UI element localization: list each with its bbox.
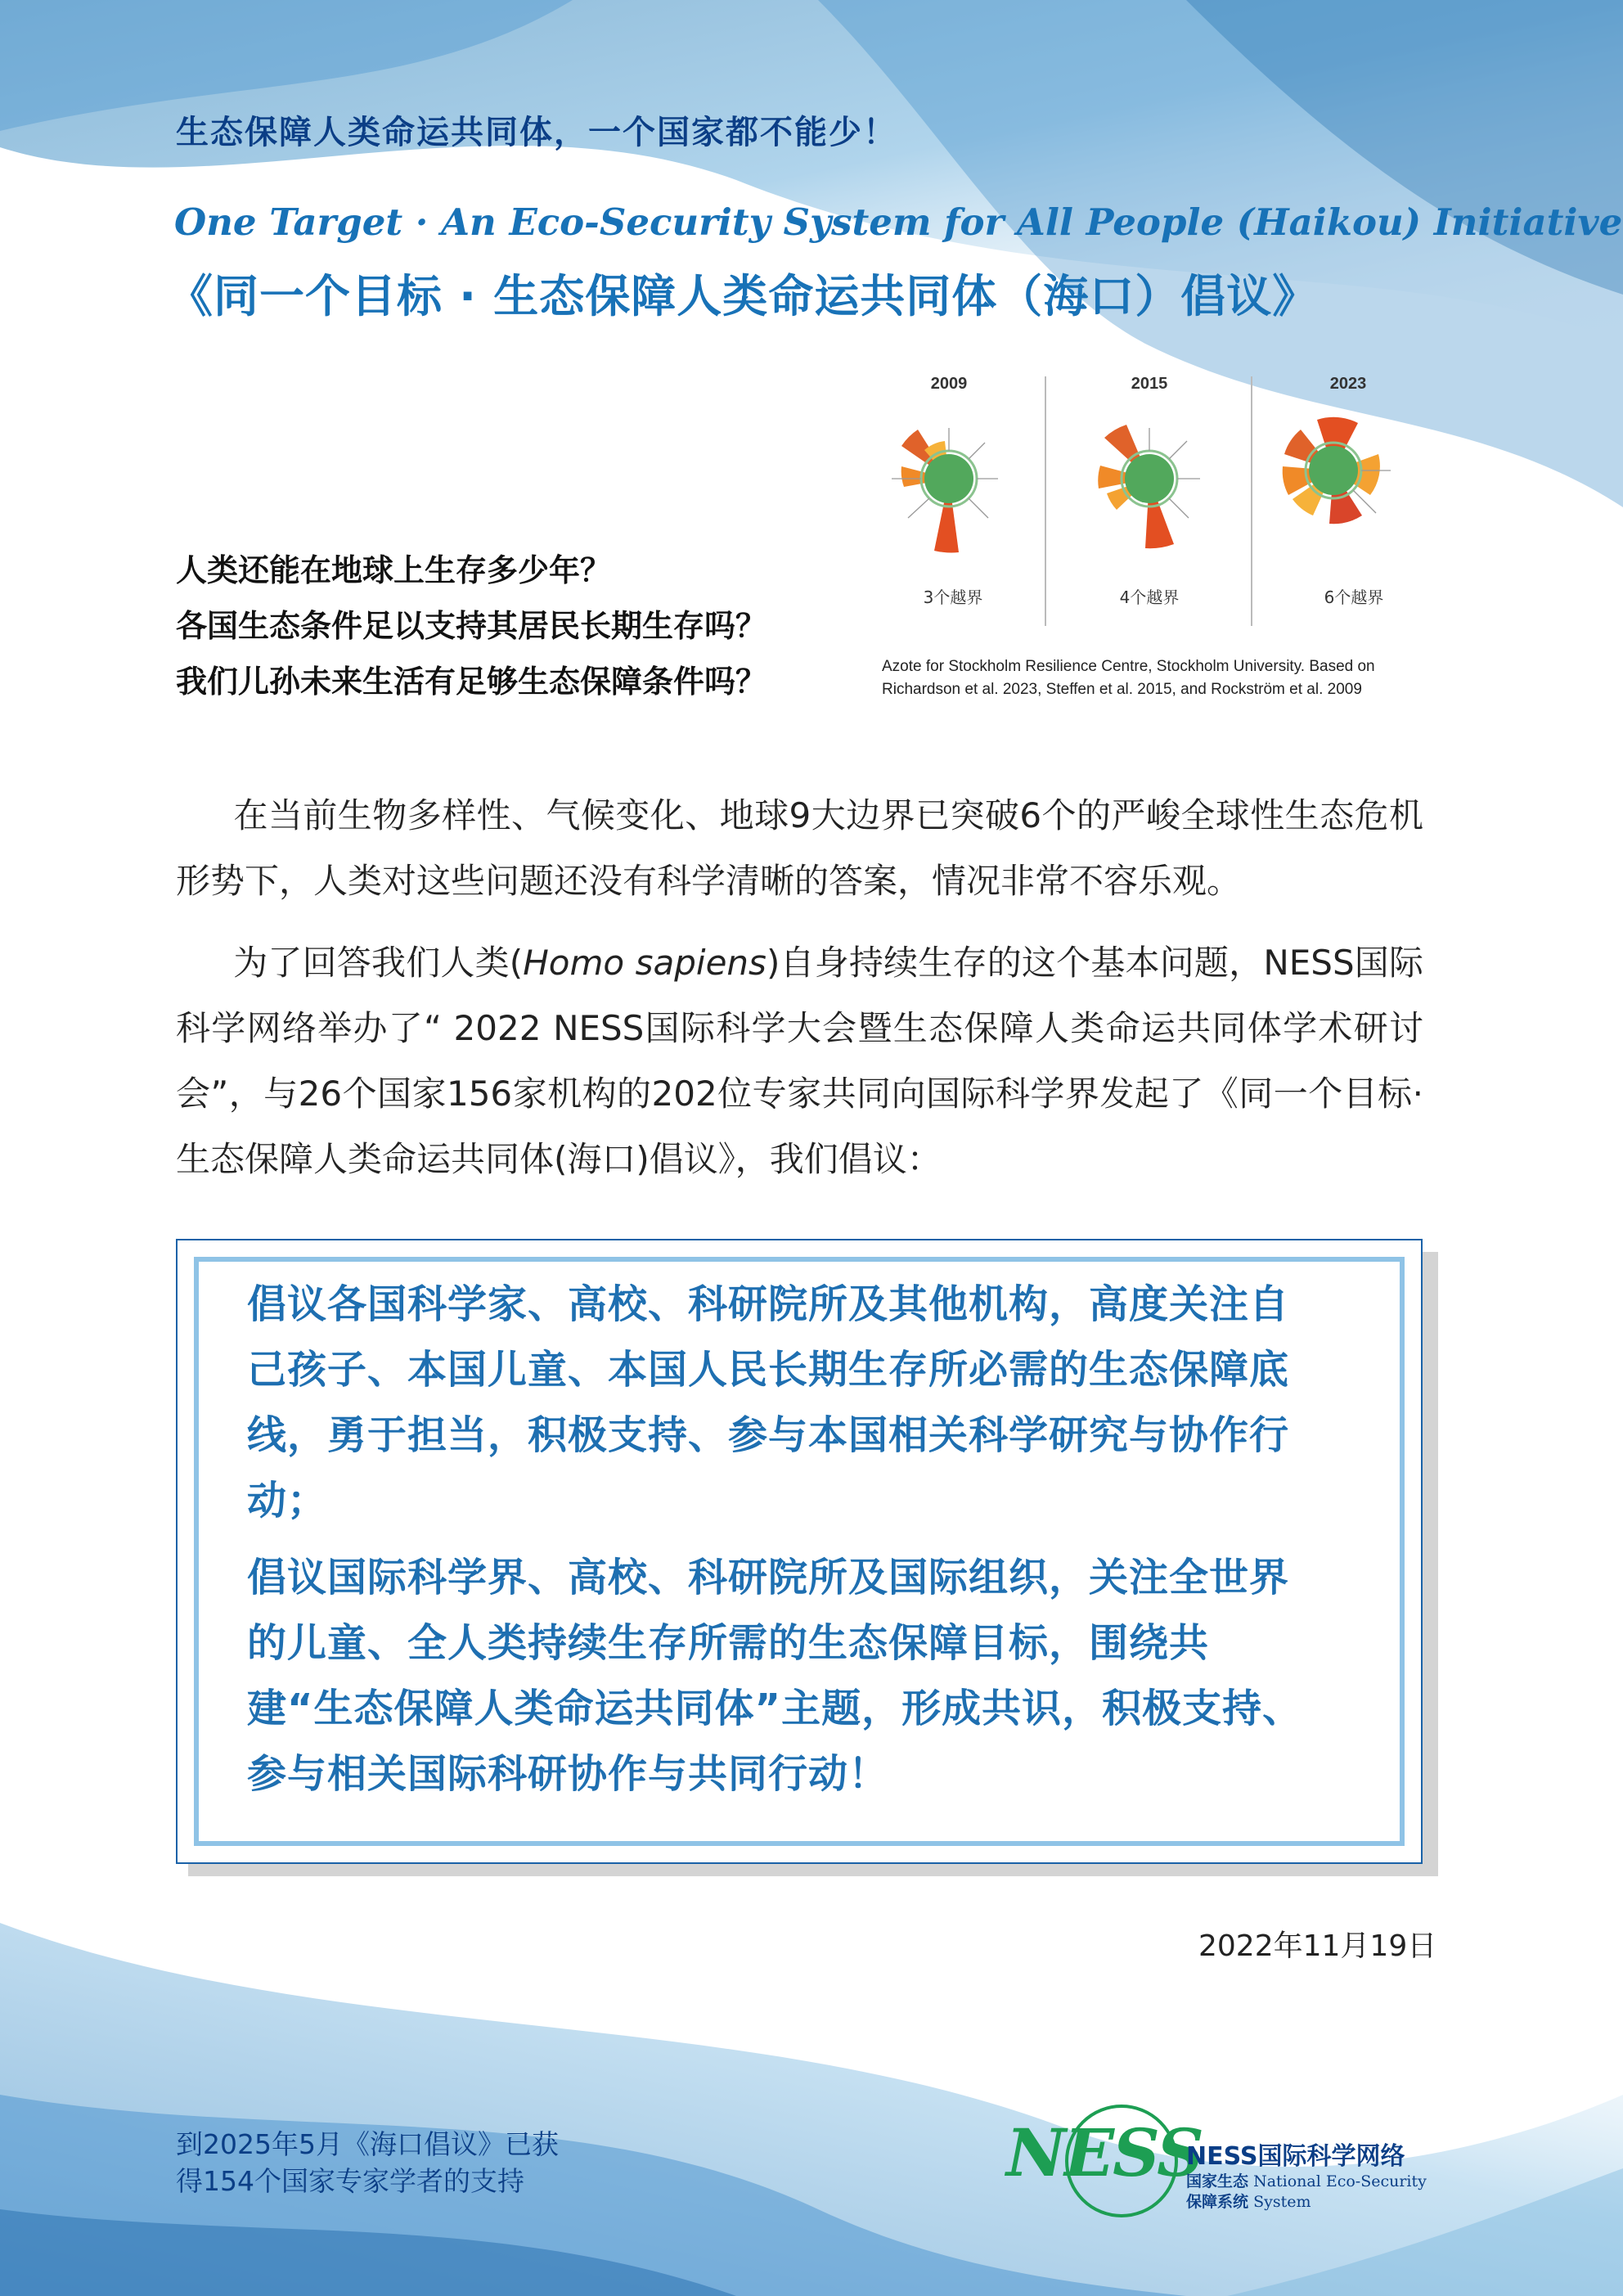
support-line-1: 到2025年5月《海口倡议》已获 (176, 2128, 559, 2160)
paragraph-2 (176, 930, 1423, 1192)
panel-2023-caption: 6个越界 (1324, 588, 1384, 607)
paragraph-2-text-a: 为了回答我们人类( (233, 943, 524, 983)
date: 2022年11月19日 (1198, 1929, 1437, 1963)
panel-2015-caption: 4个越界 (1119, 588, 1180, 607)
panel-2023-year: 2023 (1329, 375, 1367, 393)
logo-subtitle-1: 国家生态 National Eco-Security (1186, 2172, 1427, 2190)
initiative-item-2: 倡议国际科学界、高校、科研院所及国际组织，关注全世界的儿童、全人类持续生存所需的生态保障目标，围绕共建“生态保障人类命运共同体”主题，形成共识，积极支持、参与相关国际科研协作与共同行动！ (247, 1555, 1303, 1797)
paragraph-1-text: 在当前生物多样性、气候变化、地球9大边界已突破6个的严峻全球性生态危机形势下，人类对这些问题还没有科学清晰的答案，情况非常不容乐观。 (176, 795, 1423, 901)
support-line-2: 得154个国家专家学者的支持 (176, 2165, 524, 2197)
species-name: Homo sapiens (523, 943, 767, 983)
initiative-item-1: 倡议各国科学家、高校、科研院所及其他机构，高度关注自己孩子、本国儿童、本国人民长期生存所必需的生态保障底线，勇于担当，积极支持、参与本国相关科学研究与协作行动； (247, 1281, 1290, 1524)
logo-subtitle-2: 保障系统 System (1186, 2193, 1311, 2211)
boundaries-illustration (871, 372, 1427, 630)
figure-credit (882, 655, 1438, 701)
slogan: 生态保障人类命运共同体，一个国家都不能少！ (176, 114, 897, 151)
question-3: 我们儿孙未来生活有足够生态保障条件吗？ (176, 664, 767, 700)
panel-2009-year: 2009 (930, 375, 968, 393)
planetary-boundaries-figure (871, 372, 1427, 630)
title-english: One Target · An Eco-Security System for All People (Haikou) Initiative (174, 200, 1623, 244)
title-chinese: 《同一个目标 · 生态保障人类命运共同体（海口）倡议》 (168, 270, 1319, 322)
panel-2009 (892, 428, 998, 552)
question-1: 人类还能在地球上生存多少年？ (176, 552, 612, 588)
paragraph-1 (176, 783, 1423, 914)
paragraph-2-text-b: )自身持续生存的这个基本问题，NESS国际科学网络举办了“ 2022 NESS国际科学大会暨生态保障人类命运共同体学术研讨会”，与26个国家156家机构的202位专家共同向国际科学界发起了《同一个目标·生态保障人类命运共同体(海口)倡议》，我们倡议： (176, 943, 1424, 1179)
ness-logo (1006, 2096, 1432, 2227)
credit-line-1: Azote for Stockholm Resilience Centre, Stockholm University. Based on (882, 658, 1375, 675)
questions-block (176, 542, 767, 709)
logo-mark: NESS (1006, 2114, 1203, 2191)
initiative-box (176, 1239, 1423, 1864)
panel-2009-caption: 3个越界 (923, 588, 983, 607)
panel-2023 (1283, 417, 1391, 524)
credit-line-2: Richardson et al. 2023, Steffen et al. 2015, and Rockström et al. 2009 (882, 681, 1362, 698)
panel-2015 (1098, 425, 1200, 548)
question-2: 各国生态条件足以支持其居民长期生存吗？ (176, 608, 767, 644)
support-note (176, 2126, 559, 2199)
logo-name: NESS国际科学网络 (1186, 2142, 1405, 2171)
panel-2015-year: 2015 (1131, 375, 1168, 393)
initiative-text (247, 1272, 1315, 1818)
